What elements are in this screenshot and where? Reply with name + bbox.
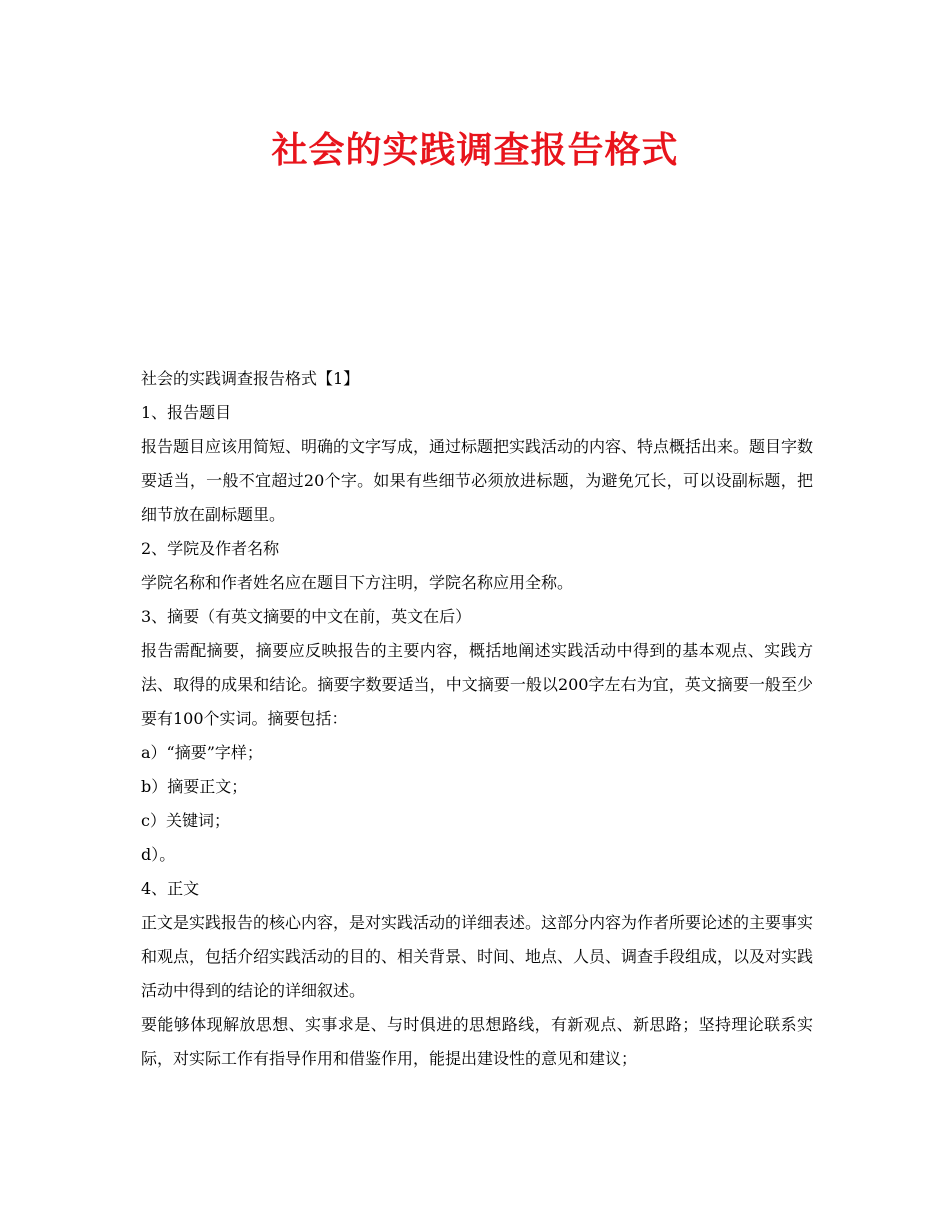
list-item-a: a）“摘要”字样； bbox=[141, 743, 263, 762]
item-heading-3: 3、摘要（有英文摘要的中文在前，英文在后） bbox=[141, 607, 472, 626]
item-heading-4: 4、正文 bbox=[141, 879, 200, 898]
paragraph-report-title: 报告题目应该用简短、明确的文字写成，通过标题把实践活动的内容、特点概括出来。题目字数要适当，一般不宜超过20个字。如果有些细节必须放进标题，为避免冗长，可以设副标题，把细节放在副标题里。 bbox=[141, 437, 814, 524]
list-item-b: b）摘要正文； bbox=[141, 777, 248, 796]
section-heading: 社会的实践调查报告格式【1】 bbox=[141, 369, 360, 388]
paragraph-college-author: 学院名称和作者姓名应在题目下方注明，学院名称应用全称。 bbox=[141, 573, 574, 592]
document-body bbox=[141, 362, 813, 1076]
paragraph-main-text: 正文是实践报告的核心内容，是对实践活动的详细表述。这部分内容为作者所要论述的主要事实和观点，包括介绍实践活动的目的、相关背景、时间、地点、人员、调查手段组成，以及对实践活动中得到的结论的详细叙述。 bbox=[141, 913, 814, 1000]
document-title: 社会的实践调查报告格式 bbox=[271, 129, 679, 171]
paragraph-requirements: 要能够体现解放思想、实事求是、与时俱进的思想路线，有新观点、新思路；坚持理论联系实际，对实际工作有指导作用和借鉴作用，能提出建设性的意见和建议； bbox=[141, 1015, 813, 1068]
item-heading-1: 1、报告题目 bbox=[141, 403, 232, 422]
list-item-d: d）。 bbox=[141, 845, 176, 864]
item-heading-2: 2、学院及作者名称 bbox=[141, 539, 280, 558]
paragraph-abstract: 报告需配摘要，摘要应反映报告的主要内容，概括地阐述实践活动中得到的基本观点、实践方法、取得的成果和结论。摘要字数要适当，中文摘要一般以200字左右为宜，英文摘要一般至少要有100个实词。摘要包括： bbox=[141, 641, 813, 728]
list-item-c: c）关键词； bbox=[141, 811, 230, 830]
